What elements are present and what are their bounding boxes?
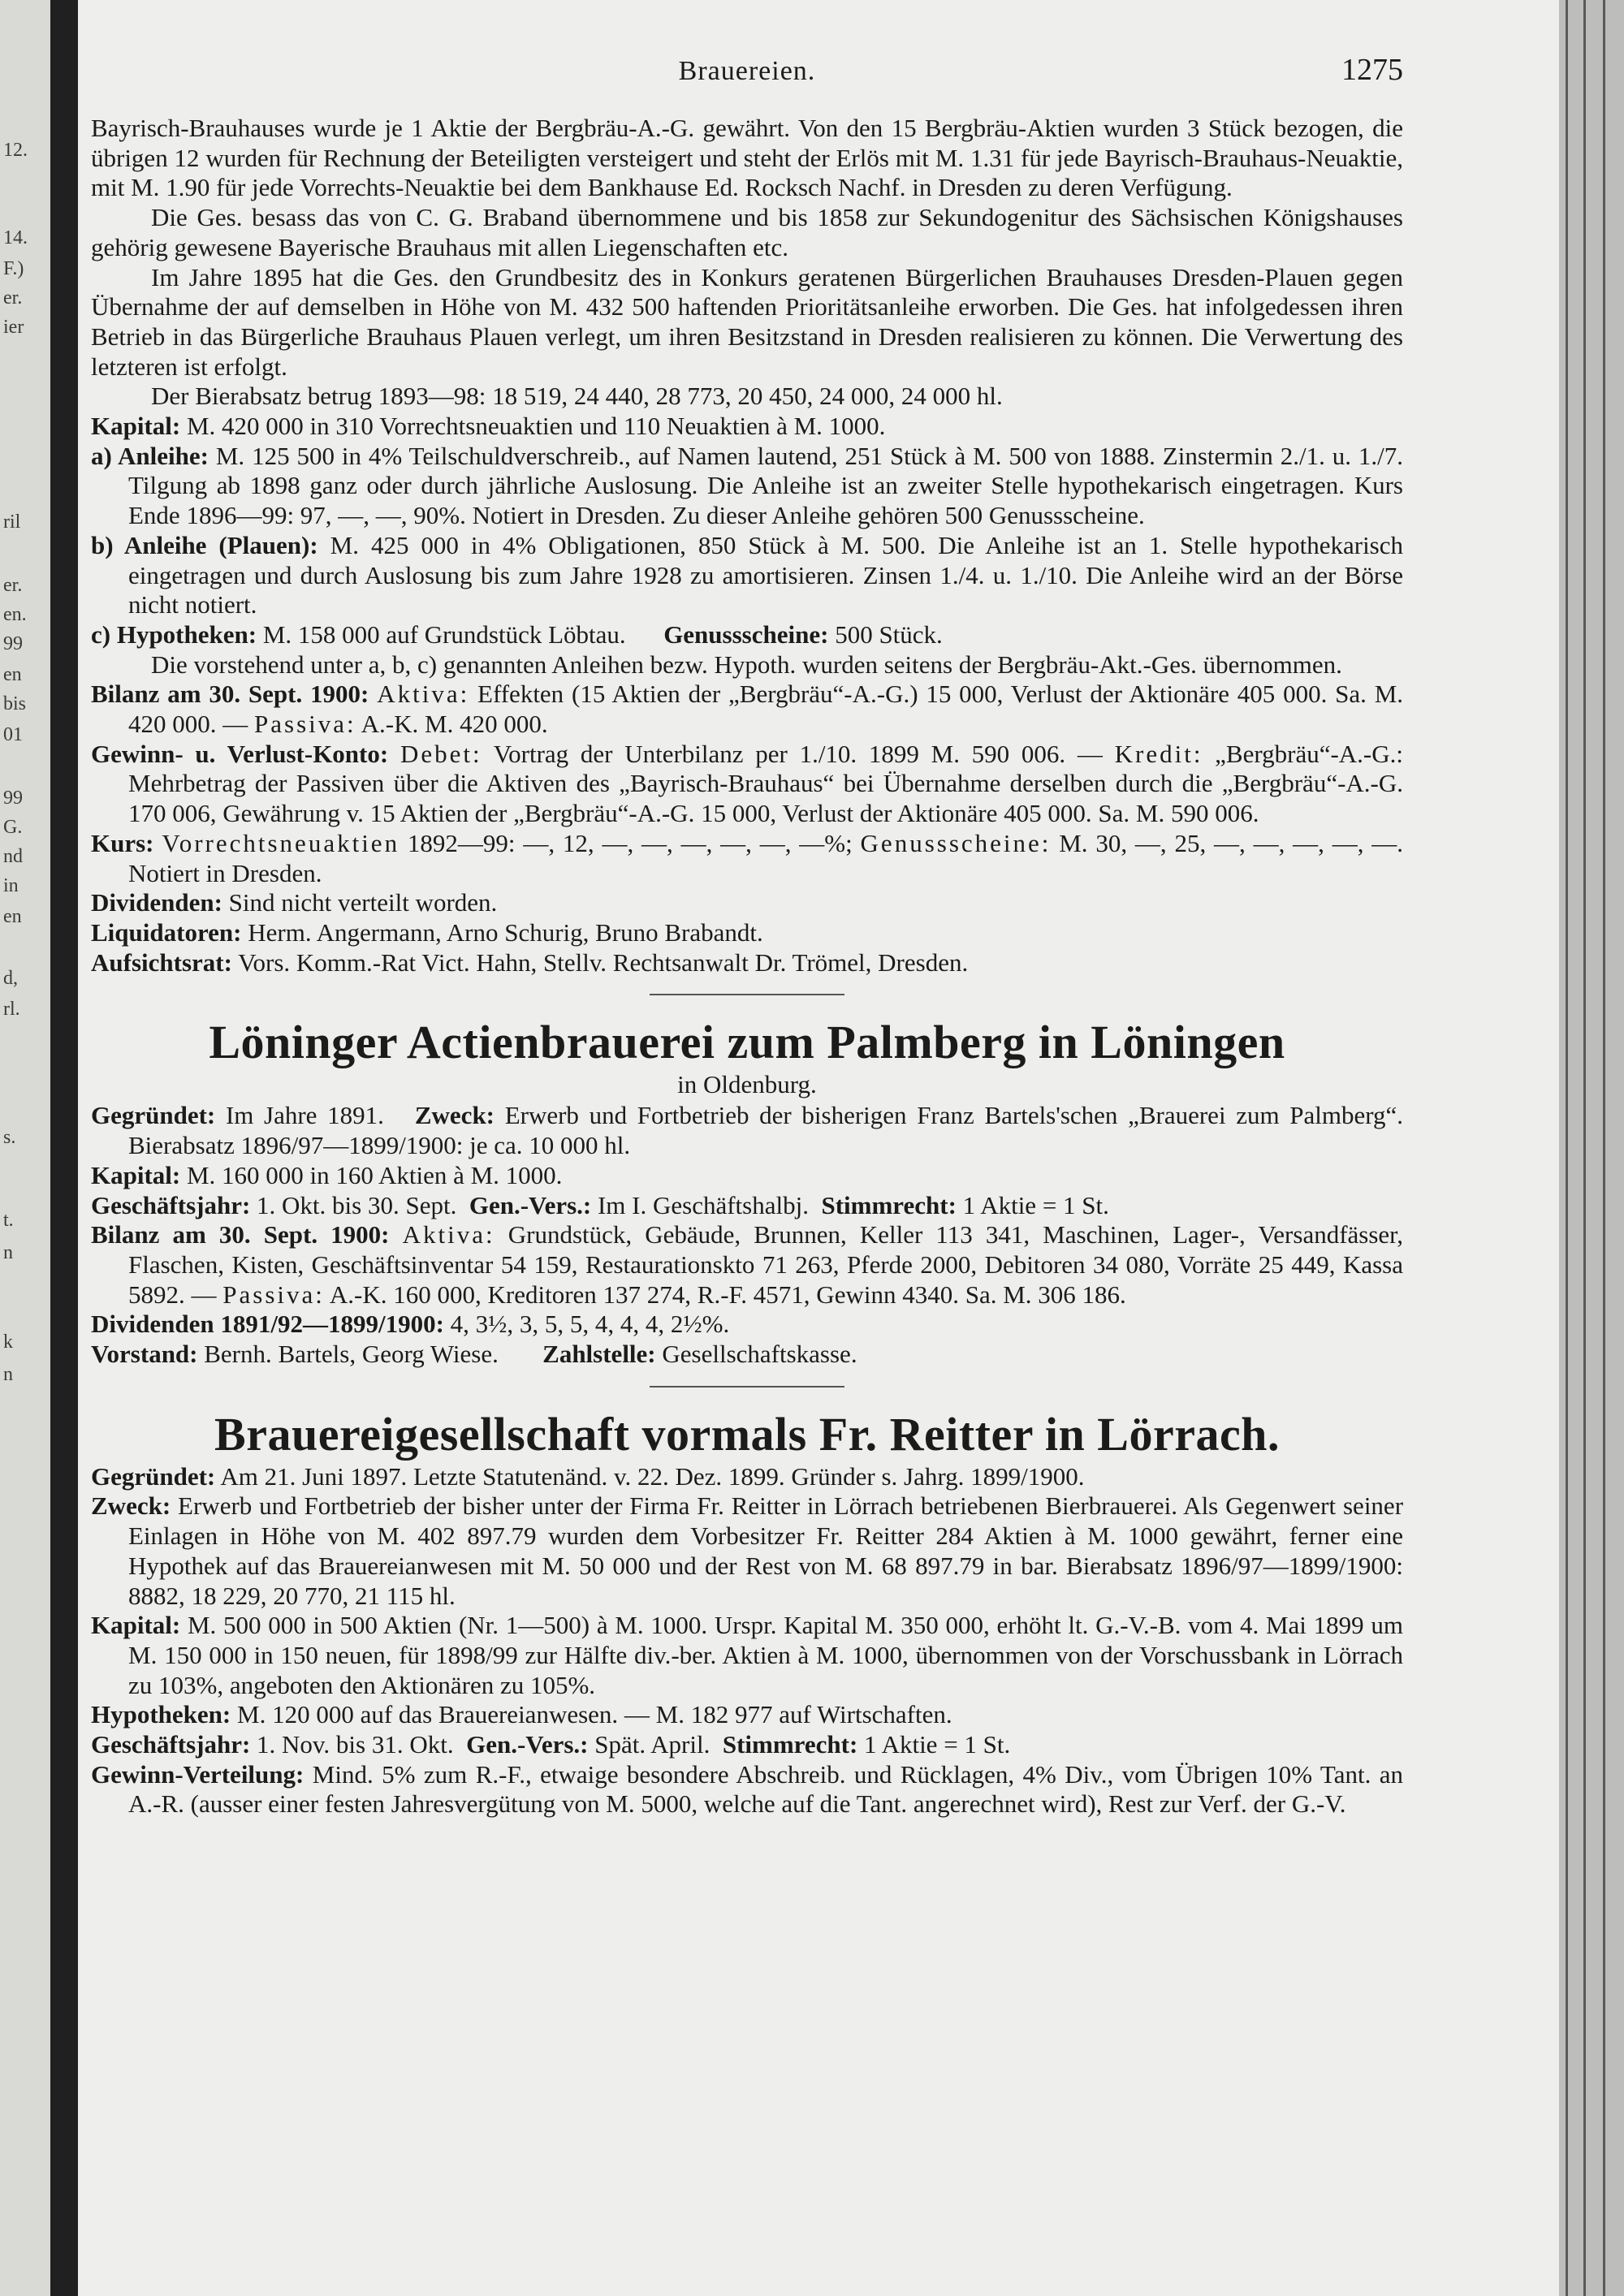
- entry-label: c) Hypotheken:: [91, 619, 257, 649]
- book-spine-shadow: [50, 0, 78, 2296]
- margin-fragment: d,: [3, 968, 18, 989]
- entry-text: 500 Stück.: [835, 619, 943, 649]
- entry-text: Erwerb und Fortbetrieb der bisher unter der Firma Fr. Reitter in Lörrach betriebenen Bierbrauerei. Als Gegenwert seiner Einlagen in Höhe von M. 402 897.79 wurden dem Vorbesitzer Fr. Reitter 284 Aktien à M. 1000 gewährt, ferner eine Hypothek auf das Brauereianwesen mit M. 50 000 und der Rest von M. 68 897.79 in bar. Bierabsatz 1896/97—1899/1900: 8882, 18 229, 20 770, 21 115 hl.: [128, 1491, 1404, 1610]
- entry-aufsichtsrat: [91, 948, 1403, 978]
- entry-text: M. 420 000 in 310 Vorrechtsneuaktien und 110 Neuaktien à M. 1000.: [186, 412, 886, 441]
- entry-label: Kapital:: [91, 412, 181, 441]
- entry-label: Gegründet:: [91, 1461, 216, 1491]
- margin-fragment: er.: [3, 287, 23, 309]
- running-title: Brauereien.: [678, 56, 816, 86]
- section-divider: [650, 994, 844, 995]
- entry-text: Effekten (15 Aktien der „Bergbräu“-A.-G.) 15 000, Verlust der Aktionäre 405 000. Sa. M. 420 000. —: [128, 680, 1404, 739]
- entry-dividenden: [91, 1310, 1403, 1340]
- entry-text: M. 425 000 in 4% Obligationen, 850 Stück à M. 500. Die Anleihe ist an 1. Stelle hypothekarisch eingetragen und durch Auslosung bis zum Jahre 1928 zu amortisieren. Zinsen 1./4. u. 1./10. Die Anleihe wird an der Börse nicht notiert.: [128, 530, 1404, 619]
- paragraph: Im Jahre 1895 hat die Ges. den Grundbesitz des in Konkurs geratenen Bürgerlichen Brauhauses Dresden-Plauen gegen Übernahme der auf demselben in Höhe von M. 432 500 haftenden Prioritätsanleihe erworben. Die Ges. hat infolgedessen ihren Betrieb in das Bürgerliche Brauhaus Plauen verlegt, um ihren Besitzstand in Dresden realisieren zu können. Die Verwertung des letzteren ist erfolgt.: [91, 262, 1403, 381]
- margin-fragment: s.: [3, 1127, 16, 1148]
- entry-geschaeftsjahr: [91, 1191, 1403, 1221]
- margin-fragment: en: [3, 906, 22, 927]
- entry-text: 4, 3½, 3, 5, 5, 4, 4, 4, 2½%.: [450, 1310, 730, 1339]
- entry-vorstand: [91, 1340, 1403, 1370]
- page-number: 1275: [1341, 53, 1403, 87]
- entry-text: 1 Aktie = 1 St.: [962, 1190, 1109, 1219]
- entry-label: Bilanz am 30. Sept. 1900:: [91, 1220, 390, 1249]
- entry-text: M. 120 000 auf das Brauereianwesen. — M. 182 977 auf Wirtschaften.: [237, 1700, 952, 1729]
- margin-fragment: F.): [3, 258, 24, 279]
- entry-label: Gegründet:: [91, 1101, 216, 1130]
- entry-sublabel: Aktiva:: [377, 680, 470, 709]
- entry-liquidatoren: [91, 918, 1403, 948]
- entry-text: Spät. April.: [594, 1730, 710, 1759]
- entry-text: M. 125 500 in 4% Teilschuldverschreib., auf Namen lautend, 251 Stück à M. 500 von 1888. Zinstermin 2./1. u. 1./7. Tilgung ab 1898 ganz oder durch jährliche Auslosung. Die Anleihe ist an zweiter Stelle hypothekarisch eingetragen. Kurs Ende 1896—99: 97, —, —, 90%. Notiert in Dresden. Zu dieser Anleihe gehören 500 Genussscheine.: [128, 441, 1403, 530]
- entry-sublabel: Kredit:: [1114, 739, 1203, 768]
- entry-hypotheken: [91, 620, 1403, 650]
- entry-text: 1. Nov. bis 31. Okt.: [257, 1730, 454, 1759]
- entry-dividenden: [91, 888, 1403, 918]
- entry-sublabel: Vorrechtsneuaktien: [162, 828, 400, 857]
- entry-kapital: [91, 1161, 1403, 1191]
- entry-label: Vorstand:: [91, 1340, 198, 1369]
- entry-text: „Bergbräu“-A.-G.: Mehrbetrag der Passiven über die Aktiven des „Bayrisch-Brauhaus“ bei Übernahme derselben durch die „Bergbräu“-A.-G. 170 006, Gewährung v. 15 Aktien der „Bergbräu“-A.-G. 15 000, Verlust der Aktionäre 405 000. Sa. M. 590 006.: [128, 739, 1404, 828]
- margin-fragment: 12.: [3, 140, 28, 161]
- margin-fragment: n: [3, 1364, 13, 1385]
- page-content: [91, 53, 1404, 1819]
- margin-fragment: t.: [3, 1210, 14, 1231]
- paragraph: Bayrisch-Brauhauses wurde je 1 Aktie der Bergbräu-A.-G. gewährt. Von den 15 Bergbräu-Aktien wurden 3 Stück bezogen, die übrigen 12 wurden für Rechnung der Beteiligten versteigert und steht der Erlös mit M. 1.31 für jede Bayrisch-Brauhaus-Neuaktie, mit M. 1.90 für jede Vorrechts-Neuaktie bei dem Bankhause Ed. Rocksch Nachf. in Dresden zu deren Verfügung.: [91, 114, 1403, 202]
- entry-label: a) Anleihe:: [91, 441, 209, 470]
- entry-note: Die vorstehend unter a, b, c) genannten Anleihen bezw. Hypoth. wurden seitens der Bergbräu-Akt.-Ges. übernommen.: [151, 650, 1342, 679]
- entry-sublabel: Debet:: [400, 739, 482, 768]
- margin-fragment: er.: [3, 575, 23, 596]
- entry-gewinn-verteilung: [91, 1760, 1403, 1819]
- previous-page-margin: [0, 0, 50, 2296]
- entry-text: Vortrag der Unterbilanz per 1./10. 1899 M. 590 006. —: [493, 739, 1103, 768]
- entry-label: Gen.-Vers.:: [466, 1730, 589, 1759]
- entry-label: Gewinn- u. Verlust-Konto:: [91, 739, 389, 768]
- entry-text: M. 158 000 auf Grundstück Löbtau.: [262, 619, 626, 649]
- entry-sublabel: Passiva:: [254, 710, 356, 739]
- entry-hypotheken: [91, 1700, 1403, 1730]
- entry-text: M. 160 000 in 160 Aktien à M. 1000.: [186, 1160, 563, 1189]
- section-subtitle: in Oldenburg.: [677, 1070, 817, 1099]
- entry-sublabel: Aktiva:: [402, 1220, 495, 1249]
- margin-fragment: 99: [3, 633, 23, 654]
- entry-label: Zweck:: [414, 1101, 495, 1130]
- margin-fragment: nd: [3, 846, 23, 867]
- margin-fragment: in: [3, 875, 19, 896]
- entry-label: Zahlstelle:: [542, 1340, 656, 1369]
- margin-fragment: ril: [3, 511, 21, 533]
- entry-label: Geschäftsjahr:: [91, 1190, 251, 1219]
- paragraph: Die Ges. besass das von C. G. Braband übernommene und bis 1858 zur Sekundogenitur des Sächsischen Königshauses gehörig gewesene Bayerische Brauhaus mit allen Liegenschaften etc.: [91, 203, 1403, 261]
- entry-geschaeftsjahr: [91, 1730, 1403, 1760]
- margin-fragment: k: [3, 1331, 13, 1353]
- entry-label: Stimmrecht:: [722, 1730, 858, 1759]
- entry-text: Im Jahre 1891.: [225, 1101, 384, 1130]
- margin-fragment: en: [3, 664, 22, 685]
- entry-anleihe-a: [91, 442, 1403, 531]
- section-divider: [650, 1386, 844, 1388]
- entry-kapital: [91, 412, 1403, 442]
- margin-fragment: en.: [3, 604, 27, 625]
- entry-label: Kapital:: [91, 1160, 181, 1189]
- entry-text: Gesellschaftskasse.: [662, 1340, 857, 1369]
- entry-text: Sind nicht verteilt worden.: [228, 888, 498, 917]
- entry-text: Am 21. Juni 1897. Letzte Statutenänd. v. 22. Dez. 1899. Gründer s. Jahrg. 1899/1900.: [220, 1461, 1085, 1491]
- margin-fragment: rl.: [3, 999, 20, 1020]
- entry-text: Erwerb und Fortbetrieb der bisherigen Franz Bartels'schen „Brauerei zum Palmberg“. Bierabsatz 1896/97—1899/1900: je ca. 10 000 hl.: [128, 1101, 1404, 1160]
- margin-fragment: 01: [3, 724, 23, 745]
- entry-text: 1. Okt. bis 30. Sept.: [257, 1190, 457, 1219]
- margin-fragment: 14.: [3, 227, 28, 248]
- page-edge: [1559, 0, 1624, 2296]
- entry-sublabel: Genussscheine:: [860, 828, 1052, 857]
- entry-text: M. 500 000 in 500 Aktien (Nr. 1—500) à M. 1000. Urspr. Kapital M. 350 000, erhöht lt. G.-V.-B. vom 4. Mai 1899 um M. 150 000 in 150 neuen, für 1898/99 zur Hälfte div.-ber. Aktien à M. 1000, übernommen von der Vorschussbank in Lörrach zu 103%, angeboten den Aktionären zu 105%.: [128, 1611, 1404, 1699]
- entry-text: Grundstück, Gebäude, Brunnen, Keller 113 341, Maschinen, Lager-, Versandfässer, Flaschen, Kisten, Geschäftsinventar 54 159, Restaurationskto 71 263, Pferde 2000, Debitoren 34 080, Vorräte 25 449, Kassa 5892. —: [128, 1220, 1404, 1309]
- section-title: Löninger Actienbrauerei zum Palmberg in Löningen: [209, 1016, 1285, 1069]
- entry-text: Im I. Geschäftshalbj.: [597, 1190, 809, 1219]
- entry-sublabel: Passiva:: [222, 1280, 325, 1309]
- entry-label: Dividenden:: [91, 888, 222, 917]
- entry-label: Kapital:: [91, 1611, 181, 1640]
- entry-anleihe-b: [91, 531, 1403, 620]
- entry-label: Zweck:: [91, 1491, 171, 1521]
- entry-text: 1892—99: —, 12, —, —, —, —, —, —%;: [407, 828, 853, 857]
- entry-label: Kurs:: [91, 828, 154, 857]
- entry-text: Mind. 5% zum R.-F., etwaige besondere Abschreib. und Rücklagen, 4% Div., vom Übrigen 10% Tant. an A.-R. (ausser einer festen Jahresvergütung von M. 5000, welche auf die Tant. angerechnet wird), Rest zur Verf. der G.-V.: [128, 1759, 1404, 1819]
- margin-fragment: n: [3, 1242, 13, 1263]
- entry-label: Aufsichtsrat:: [91, 947, 232, 977]
- margin-fragment: 99: [3, 788, 23, 809]
- entry-text: A.-K. M. 420 000.: [361, 710, 548, 739]
- margin-fragment: G.: [3, 817, 23, 838]
- paragraph: Der Bierabsatz betrug 1893—98: 18 519, 24 440, 28 773, 20 450, 24 000, 24 000 hl.: [151, 382, 1003, 411]
- entry-zweck: [91, 1491, 1403, 1611]
- entry-label: Geschäftsjahr:: [91, 1730, 251, 1759]
- entry-text: M. 30, —, 25, —, —, —, —, —. Notiert in Dresden.: [128, 828, 1404, 887]
- entry-text: Vors. Komm.-Rat Vict. Hahn, Stellv. Rechtsanwalt Dr. Trömel, Dresden.: [238, 947, 969, 977]
- entry-text: Herm. Angermann, Arno Schurig, Bruno Brabandt.: [248, 917, 763, 947]
- entry-text: A.-K. 160 000, Kreditoren 137 274, R.-F. 4571, Gewinn 4340. Sa. M. 306 186.: [329, 1280, 1126, 1309]
- entry-bilanz: [91, 680, 1403, 739]
- entry-gegruendet: [91, 1101, 1403, 1160]
- entry-gewinn-verlust: [91, 740, 1403, 829]
- entry-label: Genussscheine:: [663, 619, 829, 649]
- entry-label: Gen.-Vers.:: [469, 1190, 592, 1219]
- entry-bilanz: [91, 1220, 1403, 1310]
- page-header: [91, 53, 1403, 114]
- entry-label: Gewinn-Verteilung:: [91, 1759, 304, 1789]
- entry-gegruendet: [91, 1462, 1403, 1492]
- section-title: Brauereigesellschaft vormals Fr. Reitter in Lörrach.: [214, 1407, 1280, 1461]
- section-reitter-loerrach: [91, 1407, 1403, 1819]
- entry-label: Liquidatoren:: [91, 917, 242, 947]
- margin-fragment: ier: [3, 317, 24, 338]
- entry-text: Bernh. Bartels, Georg Wiese.: [204, 1340, 499, 1369]
- entry-label: Hypotheken:: [91, 1700, 231, 1729]
- entry-text: 1 Aktie = 1 St.: [864, 1730, 1011, 1759]
- entry-kapital: [91, 1611, 1403, 1700]
- margin-fragment: bis: [3, 693, 27, 714]
- section-loeninger: [91, 1015, 1403, 1369]
- entry-kurs: [91, 829, 1403, 888]
- entry-label: Dividenden 1891/92—1899/1900:: [91, 1310, 444, 1339]
- entry-label: Stimmrecht:: [821, 1190, 957, 1219]
- entry-label: Bilanz am 30. Sept. 1900:: [91, 680, 369, 709]
- section-bayrisch-brauhaus: [91, 114, 1403, 978]
- entry-label: b) Anleihe (Plauen):: [91, 530, 318, 559]
